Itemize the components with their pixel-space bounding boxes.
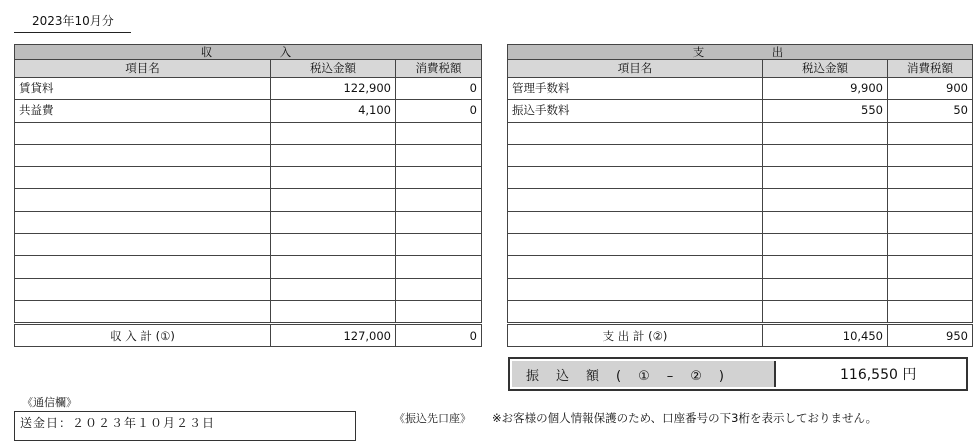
income-item-tax: 0 [396, 100, 482, 122]
expense-item-tax [888, 278, 973, 300]
table-row [15, 234, 482, 256]
income-total-tax: 0 [396, 324, 482, 347]
expense-item-amount [763, 300, 888, 323]
account-label: 《振込先口座》 [394, 412, 471, 425]
income-item-name [15, 144, 271, 166]
expense-item-name [508, 234, 763, 256]
expense-total-row [508, 324, 973, 347]
table-row [508, 167, 973, 189]
income-item-amount [271, 189, 396, 211]
table-row [508, 278, 973, 300]
table-row [508, 189, 973, 211]
table-row [15, 278, 482, 300]
expense-rows [508, 78, 973, 324]
income-rows [15, 78, 482, 324]
income-item-amount [271, 167, 396, 189]
income-item-tax [396, 167, 482, 189]
income-item-tax [396, 144, 482, 166]
expense-item-name [508, 189, 763, 211]
table-row [508, 144, 973, 166]
income-item-amount [271, 256, 396, 278]
expense-item-tax: 900 [888, 78, 973, 100]
income-col-tax: 消費税額 [396, 60, 482, 78]
table-row [508, 122, 973, 144]
expense-item-amount [763, 211, 888, 233]
expense-item-name [508, 211, 763, 233]
income-item-amount [271, 234, 396, 256]
income-col-amount: 税込金額 [271, 60, 396, 78]
income-col-name: 項目名 [15, 60, 271, 78]
table-row [15, 78, 482, 100]
expense-item-tax [888, 256, 973, 278]
income-item-amount [271, 122, 396, 144]
income-item-tax [396, 122, 482, 144]
table-row [15, 211, 482, 233]
expense-col-name: 項目名 [508, 60, 763, 78]
expense-item-tax [888, 144, 973, 166]
table-row [15, 167, 482, 189]
table-row [508, 300, 973, 323]
expense-item-amount [763, 278, 888, 300]
expense-item-name: 管理手数料 [508, 78, 763, 100]
income-item-amount [271, 278, 396, 300]
expense-item-name [508, 167, 763, 189]
expense-item-amount [763, 189, 888, 211]
table-row [508, 78, 973, 100]
table-row [15, 300, 482, 323]
income-title: 収 入 [15, 45, 482, 60]
expense-total-label: 支 出 計 (②) [508, 324, 763, 347]
income-item-tax [396, 234, 482, 256]
transfer-label: 振 込 額 ( ① – ② ) [512, 361, 776, 387]
expense-item-amount: 9,900 [763, 78, 888, 100]
table-row [508, 211, 973, 233]
expense-title: 支 出 [508, 45, 973, 60]
expense-item-tax [888, 167, 973, 189]
month-underline [14, 32, 131, 33]
expense-item-name [508, 144, 763, 166]
expense-total-tax: 950 [888, 324, 973, 347]
table-row [15, 189, 482, 211]
expense-item-name [508, 300, 763, 323]
expense-item-name [508, 278, 763, 300]
income-item-tax [396, 278, 482, 300]
income-item-amount [271, 211, 396, 233]
transfer-amount: 116,550 円 [840, 367, 917, 383]
income-item-name [15, 211, 271, 233]
expense-item-tax: 50 [888, 100, 973, 122]
statement-month: 2023年10月分 [32, 14, 114, 28]
table-row [508, 256, 973, 278]
remittance-date: 送金日：２０２３年１０月２３日 [20, 416, 216, 430]
income-item-tax [396, 300, 482, 323]
expense-item-name: 振込手数料 [508, 100, 763, 122]
table-row [15, 100, 482, 122]
expense-item-amount [763, 144, 888, 166]
table-row [508, 100, 973, 122]
expense-item-amount: 550 [763, 100, 888, 122]
income-item-tax: 0 [396, 78, 482, 100]
income-total-label: 収 入 計 (①) [15, 324, 271, 347]
income-item-tax [396, 189, 482, 211]
income-item-name [15, 122, 271, 144]
income-item-name [15, 300, 271, 323]
expense-col-tax: 消費税額 [888, 60, 973, 78]
income-item-name [15, 278, 271, 300]
expense-item-tax [888, 300, 973, 323]
income-item-name [15, 256, 271, 278]
expense-total-amount: 10,450 [763, 324, 888, 347]
expense-table [507, 44, 973, 347]
table-row [508, 234, 973, 256]
income-item-amount: 4,100 [271, 100, 396, 122]
income-table [14, 44, 482, 347]
expense-item-amount [763, 167, 888, 189]
income-item-amount: 122,900 [271, 78, 396, 100]
income-item-name: 賃貸料 [15, 78, 271, 100]
expense-item-tax [888, 122, 973, 144]
expense-item-tax [888, 211, 973, 233]
communication-label: 《通信欄》 [22, 396, 77, 409]
income-item-amount [271, 300, 396, 323]
expense-item-amount [763, 122, 888, 144]
income-item-tax [396, 211, 482, 233]
communication-box [14, 411, 356, 441]
table-row [15, 122, 482, 144]
income-total-amount: 127,000 [271, 324, 396, 347]
expense-item-name [508, 256, 763, 278]
expense-item-tax [888, 234, 973, 256]
income-item-name [15, 234, 271, 256]
expense-col-amount: 税込金額 [763, 60, 888, 78]
privacy-note: ※お客様の個人情報保護のため、口座番号の下3桁を表示しておりません。 [492, 411, 878, 425]
expense-item-amount [763, 234, 888, 256]
income-item-name: 共益費 [15, 100, 271, 122]
table-row [15, 256, 482, 278]
income-total-row [15, 324, 482, 347]
expense-item-name [508, 122, 763, 144]
income-item-name [15, 167, 271, 189]
expense-item-tax [888, 189, 973, 211]
expense-item-amount [763, 256, 888, 278]
table-row [15, 144, 482, 166]
income-item-name [15, 189, 271, 211]
income-item-tax [396, 256, 482, 278]
income-item-amount [271, 144, 396, 166]
transfer-amount-box [508, 357, 968, 391]
